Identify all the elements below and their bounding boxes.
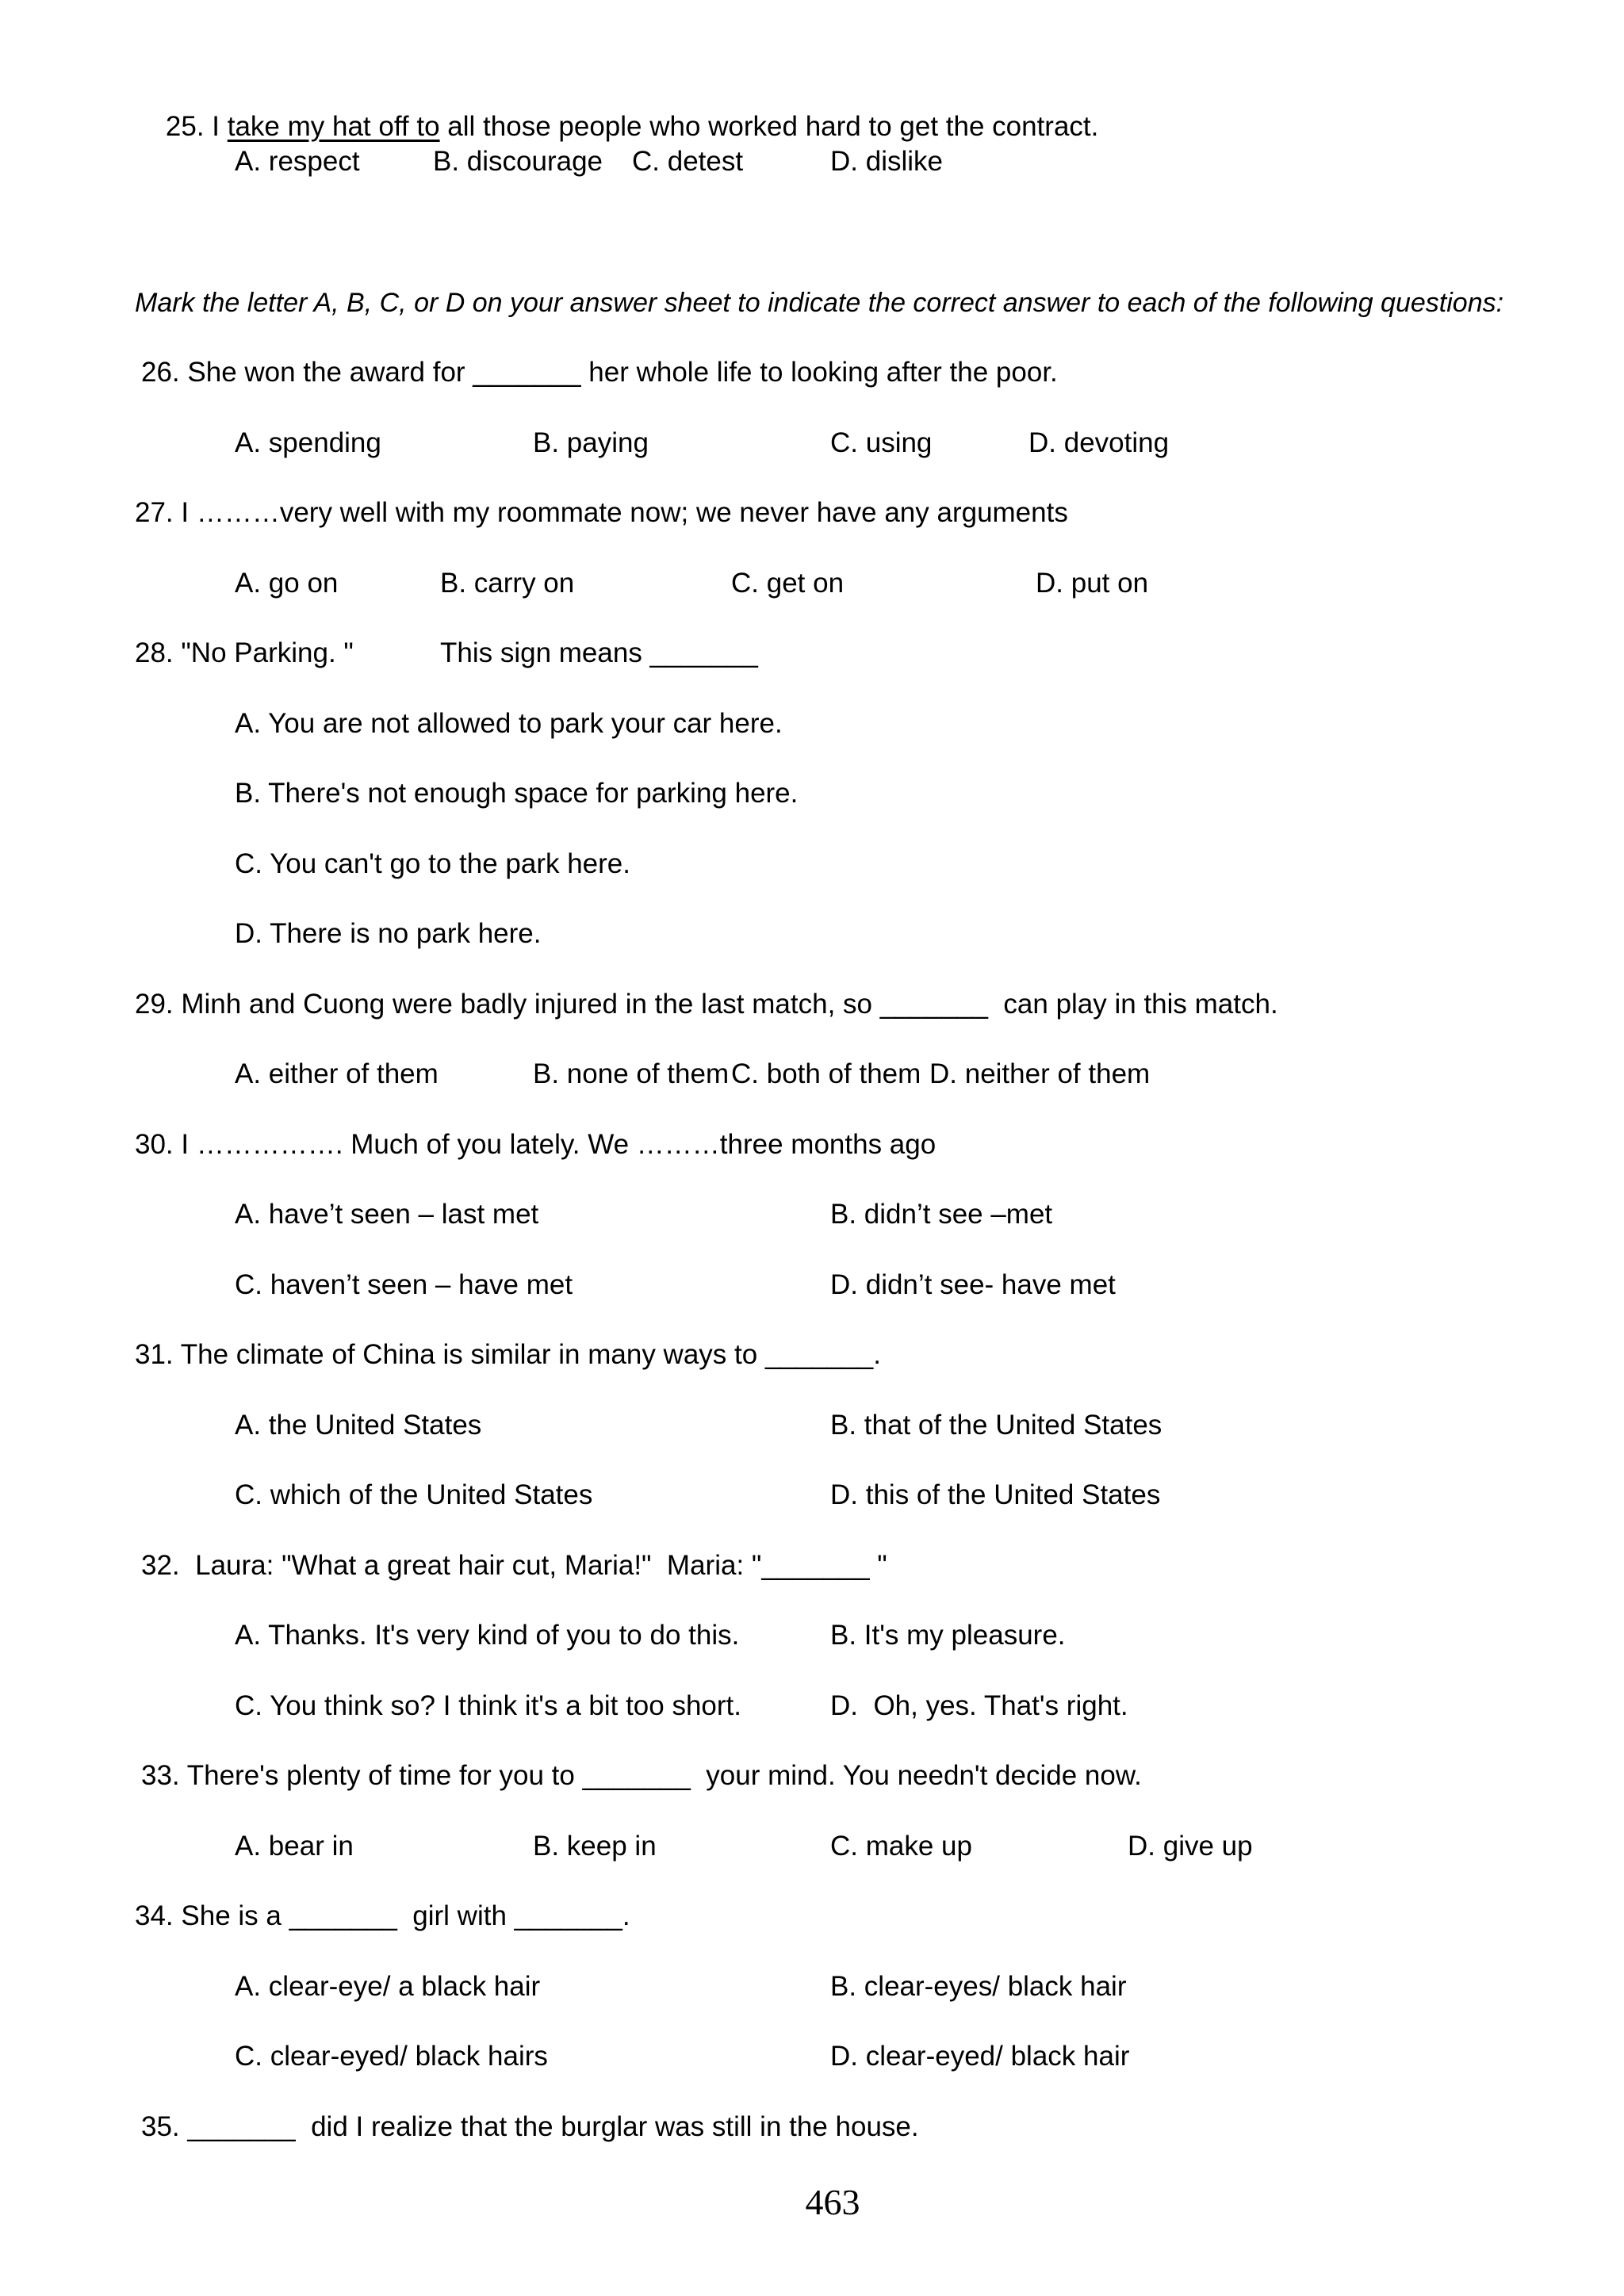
q34-option-a: A. clear-eye/ a black hair <box>235 1971 541 2002</box>
q28-option-a: A. You are not allowed to park your car here. <box>235 708 783 739</box>
question-27: 27. I ………very well with my roommate now; we never have any arguments <box>135 497 1068 528</box>
question-30: 30. I ……………. Much of you lately. We ………three months ago <box>135 1129 936 1160</box>
question-28-sign: 28. "No Parking. " <box>135 637 354 668</box>
q26-option-d: D. devoting <box>1028 427 1170 458</box>
q32-option-d: D. Oh, yes. That's right. <box>830 1690 1128 1721</box>
q25-underlined-phrase: take my hat off to <box>227 111 440 142</box>
q34-option-c: C. clear-eyed/ black hairs <box>235 2041 548 2072</box>
q27-option-a: A. go on <box>235 568 339 599</box>
question-31: 31. The climate of China is similar in many ways to _______. <box>135 1339 881 1370</box>
q31-option-a: A. the United States <box>235 1410 482 1441</box>
q25-option-c: C. detest <box>632 146 744 177</box>
page-number: 463 <box>805 2182 860 2222</box>
question-35: 35. _______ did I realize that the burglar was still in the house. <box>141 2111 919 2142</box>
q29-option-d: D. neither of them <box>929 1058 1151 1089</box>
q31-option-c: C. which of the United States <box>235 1479 593 1510</box>
q29-option-a: A. either of them <box>235 1058 439 1089</box>
question-34: 34. She is a _______ girl with _______. <box>135 1900 630 1931</box>
q30-option-b: B. didn’t see –met <box>830 1199 1053 1230</box>
q33-option-d: D. give up <box>1128 1831 1253 1862</box>
q25-option-a: A. respect <box>235 146 360 177</box>
q28-option-d: D. There is no park here. <box>235 918 542 949</box>
q26-option-a: A. spending <box>235 427 381 458</box>
q27-option-d: D. put on <box>1036 568 1149 599</box>
q30-option-d: D. didn’t see- have met <box>830 1269 1116 1300</box>
q28-option-b: B. There's not enough space for parking here. <box>235 778 799 809</box>
q34-option-d: D. clear-eyed/ black hair <box>830 2041 1130 2072</box>
q34-option-b: B. clear-eyes/ black hair <box>830 1971 1127 2002</box>
q31-option-b: B. that of the United States <box>830 1410 1162 1441</box>
q28-option-c: C. You can't go to the park here. <box>235 848 630 879</box>
question-28: This sign means _______ <box>440 637 758 668</box>
q25-option-b: B. discourage <box>433 146 603 177</box>
q29-option-c: C. both of them <box>731 1058 921 1089</box>
question-32: 32. Laura: "What a great hair cut, Maria!" Maria: "_______ " <box>141 1550 887 1581</box>
q25-suffix: all those people who worked hard to get the contract. <box>439 111 1099 142</box>
q27-option-b: B. carry on <box>440 568 575 599</box>
q31-option-d: D. this of the United States <box>830 1479 1161 1510</box>
q27-option-c: C. get on <box>731 568 845 599</box>
question-26: 26. She won the award for _______ her whole life to looking after the poor. <box>141 357 1058 388</box>
question-33: 33. There's plenty of time for you to _______ your mind. You needn't decide now. <box>141 1760 1142 1791</box>
q30-option-c: C. haven’t seen – have met <box>235 1269 573 1300</box>
q29-option-b: B. none of them <box>533 1058 730 1089</box>
q33-option-b: B. keep in <box>533 1831 657 1862</box>
instruction-text: Mark the letter A, B, C, or D on your answer sheet to indicate the correct answer to each of the following questions: <box>135 288 1504 318</box>
q33-option-a: A. bear in <box>235 1831 354 1862</box>
q32-option-c: C. You think so? I think it's a bit too short. <box>235 1690 741 1721</box>
q25-option-d: D. dislike <box>830 146 943 177</box>
question-29: 29. Minh and Cuong were badly injured in the last match, so _______ can play in this match. <box>135 989 1278 1020</box>
q32-option-a: A. Thanks. It's very kind of you to do this. <box>235 1620 740 1651</box>
q26-option-b: B. paying <box>533 427 649 458</box>
q33-option-c: C. make up <box>830 1831 972 1862</box>
q26-option-c: C. using <box>830 427 933 458</box>
q30-option-a: A. have’t seen – last met <box>235 1199 539 1230</box>
q25-prefix: 25. I <box>165 111 228 142</box>
q32-option-b: B. It's my pleasure. <box>830 1620 1066 1651</box>
